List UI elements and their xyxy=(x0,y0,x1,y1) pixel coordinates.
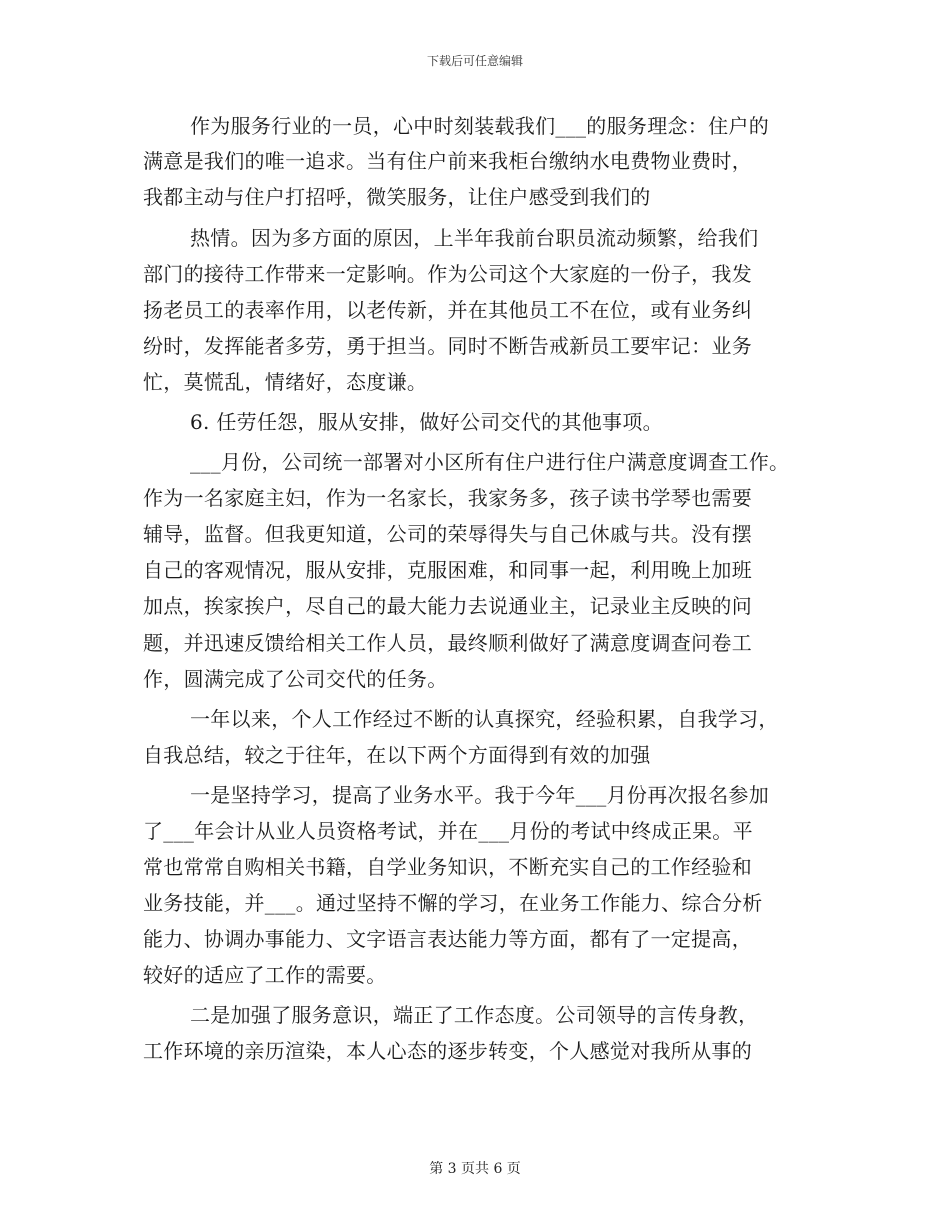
text-line: 加点，挨家挨户，尽自己的最大能力去说通业主，记录业主反映的问 xyxy=(143,594,752,618)
page-header: 下载后可任意编辑 xyxy=(426,54,523,68)
text-line: 一是坚持学习，提高了业务水平。我于今年___月份再次报名参加 xyxy=(190,783,769,807)
text-line: 辅导，监督。但我更知道，公司的荣辱得失与自己休戚与共。没有摆 xyxy=(143,522,752,546)
text-line: 业务技能，并___。通过坚持不懈的学习，在业务工作能力、综合分析 xyxy=(143,891,763,915)
text-line: 二是加强了服务意识，端正了工作态度。公司领导的言传身教， xyxy=(190,1003,759,1027)
text-line: 作，圆满完成了公司交代的任务。 xyxy=(143,667,448,691)
text-line: 6. 任劳任怨，服从安排，做好公司交代的其他事项。 xyxy=(190,410,663,434)
text-line: 作为服务行业的一员，心中时刻装载我们___的服务理念：住户的 xyxy=(190,114,769,138)
text-line: 自我总结，较之于往年，在以下两个方面得到有效的加强 xyxy=(143,743,651,767)
text-line: 纷时，发挥能者多劳，勇于担当。同时不断告戒新员工要牢记：业务 xyxy=(143,334,752,358)
text-line: 题，并迅速反馈给相关工作人员，最终顺利做好了满意度调查问卷工 xyxy=(143,631,752,655)
text-line: 一年以来，个人工作经过不断的认真探究，经验积累，自我学习， xyxy=(190,707,779,731)
text-line: 了___年会计从业人员资格考试，并在___月份的考试中终成正果。平 xyxy=(143,819,753,843)
text-line: 较好的适应了工作的需要。 xyxy=(143,963,387,987)
text-line: 工作环境的亲历渲染，本人心态的逐步转变，个人感觉对我所从事的 xyxy=(143,1039,752,1063)
text-line: 忙，莫慌乱，情绪好，态度谦。 xyxy=(143,370,428,394)
page-footer: 第 3 页共 6 页 xyxy=(429,1161,521,1177)
text-line: ___月份，公司统一部署对小区所有住户进行住户满意度调查工作。 xyxy=(190,450,790,474)
text-line: 扬老员工的表率作用，以老传新，并在其他员工不在位，或有业务纠 xyxy=(143,298,752,322)
text-line: 满意是我们的唯一追求。当有住户前来我柜台缴纳水电费物业费时， xyxy=(143,149,752,173)
text-line: 部门的接待工作带来一定影响。作为公司这个大家庭的一份子，我发 xyxy=(143,262,752,286)
text-line: 热情。因为多方面的原因，上半年我前台职员流动频繁，给我们 xyxy=(190,226,759,250)
text-line: 我都主动与住户打招呼，微笑服务，让住户感受到我们的 xyxy=(143,185,651,209)
text-line: 作为一名家庭主妇，作为一名家长，我家务多，孩子读书学琴也需要 xyxy=(143,486,752,510)
text-line: 常也常常自购相关书籍，自学业务知识，不断充实自己的工作经验和 xyxy=(143,855,752,879)
text-line: 能力、协调办事能力、文字语言表达能力等方面，都有了一定提高， xyxy=(143,927,752,951)
text-line: 自己的客观情况，服从安排，克服困难，和同事一起，利用晚上加班 xyxy=(143,558,752,582)
